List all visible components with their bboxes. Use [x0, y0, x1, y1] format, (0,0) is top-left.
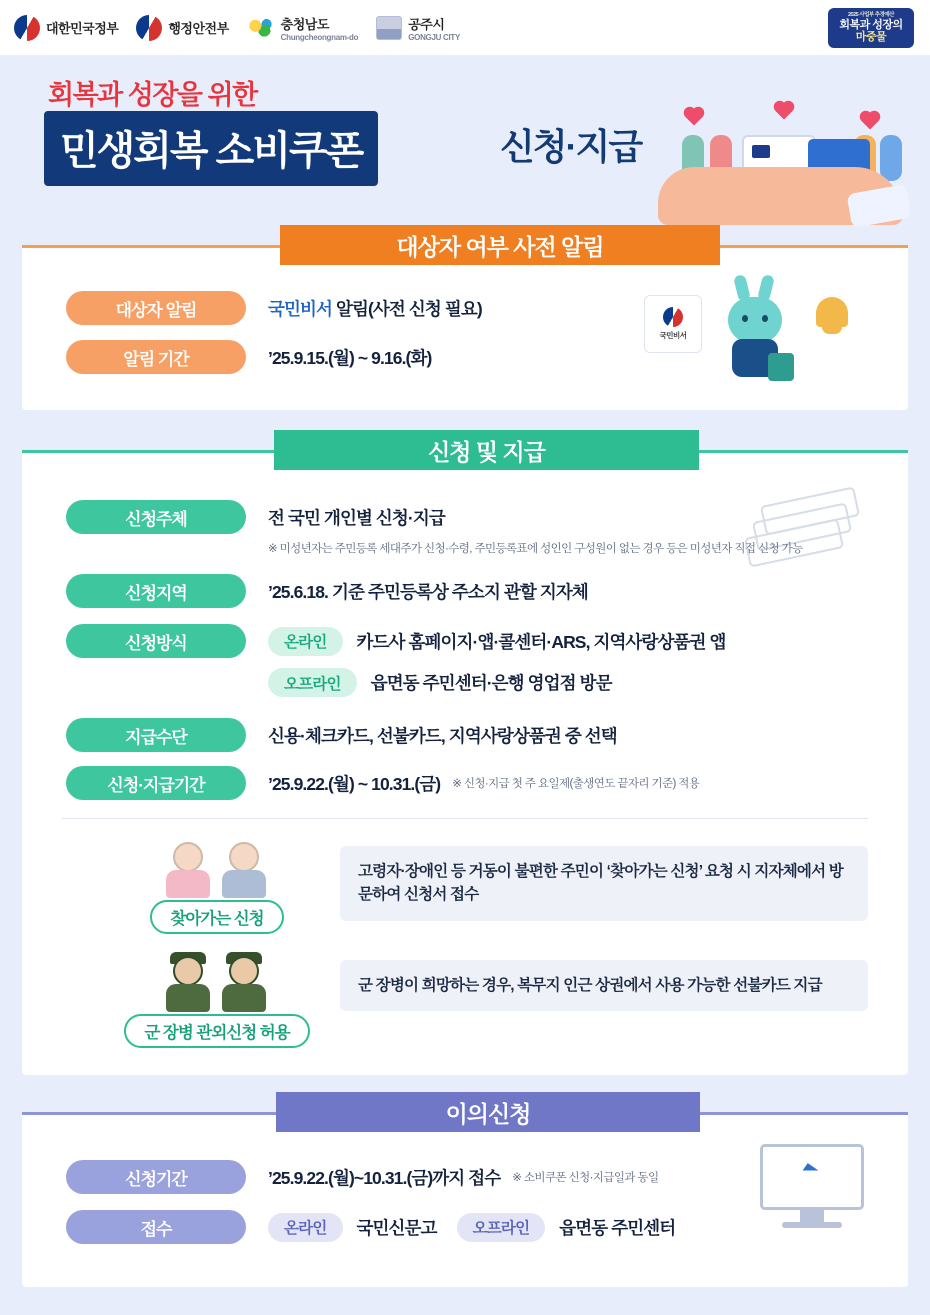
logo-label: 행정안전부: [168, 21, 229, 36]
value-receipt-online: 국민신문고: [356, 1217, 437, 1238]
person-body: [222, 870, 266, 898]
person-body: [222, 984, 266, 1012]
campaign-badge-line2: 마중물: [855, 31, 887, 44]
monitor-base: [782, 1222, 842, 1228]
value-notice-period: ’25.9.15.(월) ~ 9.16.(화): [268, 347, 432, 368]
campaign-badge-top: 2025 사업부 추경예산: [848, 12, 894, 19]
logo-label: [281, 14, 359, 42]
promo-soldier-illustration: [122, 952, 312, 1048]
chip-online: 온라인: [268, 1213, 343, 1242]
elderly-couple-illustration: [122, 838, 312, 896]
gukmin-biseo-badge: [644, 295, 702, 353]
soldier-figure: [164, 956, 212, 1010]
section-title-objection: 이의신청: [276, 1092, 700, 1132]
label-objection-receipt: 접수: [66, 1210, 246, 1244]
mascot-eye: [762, 315, 768, 322]
page-title: 민생회복 소비쿠폰: [44, 111, 378, 186]
monitor-illustration: [760, 1144, 864, 1230]
hero-section: [0, 55, 930, 225]
gukmin-biseo-label: 국민비서: [659, 331, 687, 340]
person-figure: [164, 842, 212, 896]
note-objection-period: ※ 소비쿠폰 신청·지급일과 동일: [512, 1172, 659, 1184]
row-applicant-subject-main: [66, 500, 803, 534]
person-body: [166, 984, 210, 1012]
value-applicant-subject: 전 국민 개인별 신청·지급: [268, 507, 445, 528]
soldier-figure: [220, 956, 268, 1010]
logo-label-sub: Chungcheongnam-do: [280, 32, 359, 42]
notice-row-period: [66, 340, 431, 374]
label-applicant-subject: 신청주체: [66, 500, 246, 534]
logo-bar: [0, 0, 930, 55]
bell-icon: [810, 293, 854, 339]
person-head: [173, 956, 203, 986]
hero-kicker: 회복과 성장을 위한: [48, 80, 257, 110]
government-emblem-icon: [136, 15, 162, 41]
chungnam-symbol-icon: [247, 17, 275, 39]
government-emblem-icon: [14, 15, 40, 41]
soldiers-illustration: [122, 952, 312, 1010]
row-application-region: [66, 574, 588, 608]
chip-offline: 오프라인: [457, 1213, 546, 1242]
mascot-bag: [768, 353, 794, 381]
value-payment-method: 신용·체크카드, 선불카드, 지역사랑상품권 중 선택: [268, 725, 617, 746]
row-application-period: [66, 766, 699, 800]
hero-illustration: [658, 105, 908, 225]
notice-illustration: [644, 281, 854, 391]
monitor-stand: [800, 1210, 824, 1222]
mascot-head: [728, 297, 782, 343]
page-subtitle: 신청·지급: [500, 126, 642, 167]
promo-soldier-application: [22, 952, 908, 1052]
row-applicant-subject: [66, 500, 803, 556]
campaign-badge-line1: 회복과 성장의: [839, 18, 903, 31]
chip-online: 온라인: [268, 627, 343, 656]
section-inner-divider: [62, 818, 868, 819]
value-target-notice-accent: 국민비서: [268, 298, 333, 319]
bell-dome: [816, 297, 848, 327]
logo-label-sub: GONGJU CITY: [408, 32, 461, 42]
label-payment-method: 지급수단: [66, 718, 246, 752]
logo-korean-government: [14, 15, 118, 41]
value-target-notice-rest: 알림(사전 신청 필요): [332, 298, 482, 319]
government-emblem-icon: [663, 307, 683, 327]
label-notice-period: 알림 기간: [66, 340, 246, 374]
label-application-region: 신청지역: [66, 574, 246, 608]
section-title-advance-notice: 대상자 여부 사전 알림: [280, 225, 720, 265]
person-head: [229, 956, 259, 986]
note-application-period: ※ 신청·지급 첫 주 요일제(출생연도 끝자리 기준) 적용: [452, 778, 700, 790]
person-figure: [220, 842, 268, 896]
logo-gongju-city: [376, 14, 460, 42]
value-method-online: 카드사 홈페이지·앱·콜센터·ARS, 지역사랑상품권 앱: [356, 631, 726, 652]
value-application-region: ’25.6.18. 기준 주민등록상 주소지 관할 지자체: [268, 581, 588, 602]
section-objection: [22, 1100, 908, 1287]
promo-visit-pill: 찾아가는 신청: [150, 900, 283, 934]
person-figure: [880, 135, 902, 181]
value-method-offline: 읍면동 주민센터·은행 영업점 방문: [370, 673, 612, 693]
value-receipt-offline: 읍면동 주민센터: [559, 1217, 676, 1238]
mascot-character: [714, 287, 800, 387]
value-target-notice: [268, 296, 482, 321]
logo-ministry-interior-safety: [136, 15, 228, 41]
notice-row-target: [66, 291, 482, 325]
chip-offline: 오프라인: [268, 668, 357, 697]
label-application-period: 신청·지급기간: [66, 766, 246, 800]
promo-visit-application: [22, 838, 908, 938]
row-method-online: [66, 624, 726, 658]
heart-icon: [686, 109, 703, 126]
logo-label-text: 공주시: [408, 16, 445, 32]
logo-label: [408, 14, 460, 42]
value-application-period: ’25.9.22.(월) ~ 10.31.(금): [268, 773, 441, 794]
label-target-notice: 대상자 알림: [66, 291, 246, 325]
logo-label-text: 충청남도: [280, 16, 329, 32]
section-advance-notice: [22, 233, 908, 410]
row-objection-receipt: [66, 1210, 675, 1244]
mascot-eye: [742, 315, 748, 322]
gongju-symbol-icon: [376, 16, 402, 40]
person-head: [229, 842, 259, 872]
section-title-application: 신청 및 지급: [274, 430, 699, 470]
row-method-offline: [268, 668, 726, 697]
bell-base: [822, 327, 842, 334]
row-payment-method: [66, 718, 617, 752]
promo-soldier-pill: 군 장병 관외신청 허용: [124, 1014, 309, 1048]
promo-visit-text: 고령자·장애인 등 거동이 불편한 주민이 ‘찾아가는 신청’ 요청 시 지자체에서 방문하여 신청서 접수: [340, 846, 868, 921]
hand-illustration: [658, 167, 903, 225]
heart-icon: [776, 103, 793, 120]
section-application-payment: [22, 438, 908, 1075]
note-applicant-subject: ※ 미성년자는 주민등록 세대주가 신청·수령, 주민등록표에 성인인 구성원이 없는 경우 등은 미성년자 직접 신청 가능: [268, 543, 803, 555]
person-head: [173, 842, 203, 872]
promo-visit-illustration: [122, 838, 312, 934]
person-body: [166, 870, 210, 898]
campaign-badge: [828, 8, 914, 48]
heart-icon: [862, 113, 879, 130]
logo-chungcheongnam-do: [247, 14, 359, 42]
label-application-method: 신청방식: [66, 624, 246, 658]
value-objection-period: ’25.9.22.(월)~10.31.(금)까지 접수: [268, 1167, 501, 1188]
label-objection-period: 신청기간: [66, 1160, 246, 1194]
row-objection-period: [66, 1160, 658, 1194]
promo-soldier-text: 군 장병이 희망하는 경우, 복무지 인근 상권에서 사용 가능한 선불카드 지급: [340, 960, 868, 1011]
row-application-method: [66, 624, 726, 697]
logo-label: 대한민국정부: [46, 21, 119, 36]
